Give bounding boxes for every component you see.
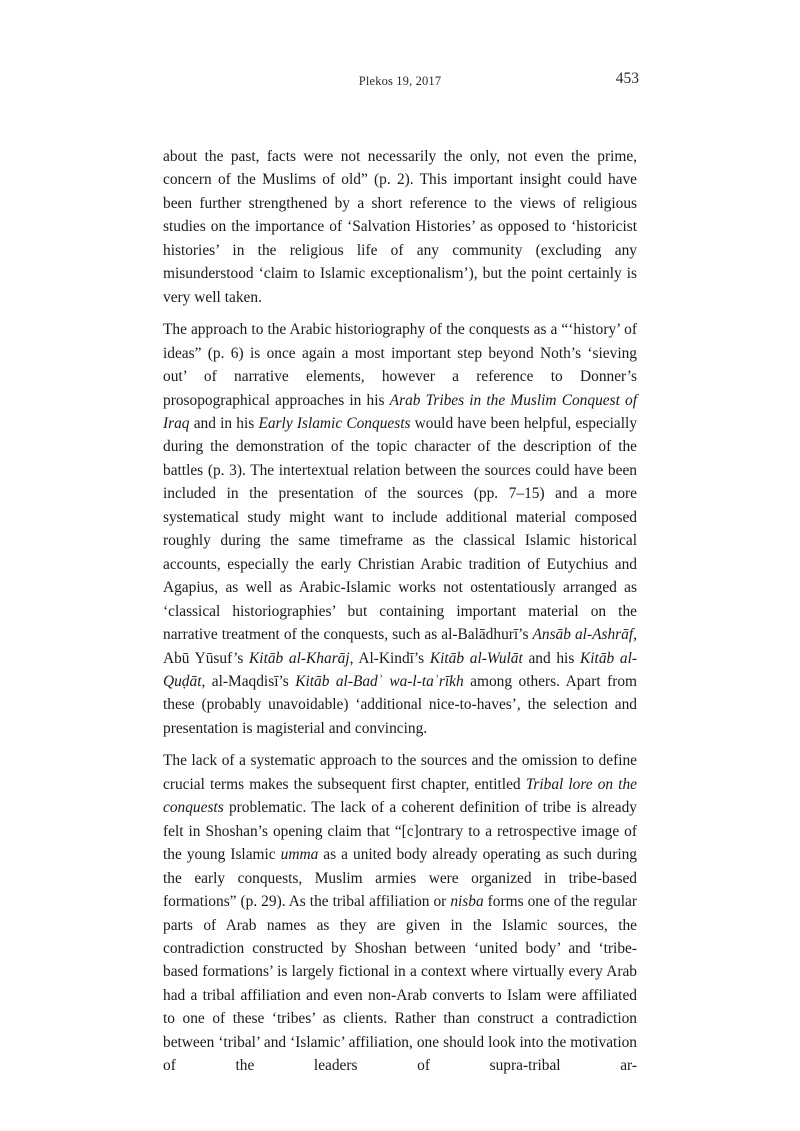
text-run: , Al-Kindī’s [349,649,430,667]
italic-title-run: Kitāb al-Kharāj [249,649,350,667]
italic-title-run: Kitāb al-Badʾ wa-l-taʾrīkh [295,672,464,690]
italic-title-run: nisba [450,893,484,911]
body-text-column [163,145,637,1101]
italic-title-run: Arab Tribes in the Muslim Conquest of Iraq [163,391,637,432]
paragraph [163,318,637,740]
italic-title-run: Early Islamic Conquests [258,414,411,432]
italic-title-run: Kitāb al-Quḍāt [163,649,637,690]
text-run: as a united body already operating as such during the early conquests, Muslim armies were organized in tribe-based formations” (p. 29). As the tribal affiliation or [163,846,637,911]
italic-title-run: Tribal lore on the conquests [163,775,637,817]
text-run: and his [522,649,580,667]
text-run: would have been helpful, especially during the demonstration of the topic character of the description of the battles (p. 3). The intertextual relation between the sources could have been included in the presentation of the sources (pp. 7–15) and a more systematical study might want to include additional material composed roughly during the same timeframe as the classical Islamic historical accounts, especially the early Christian Arabic tradition of Eutychius and Agapius, as well as Arabic-Islamic works not ostentatiously arranged as ‘classical historiographies’ but containing important material on the narrative treatment of the conquests, such as al-Balādhurī’s [163,414,638,644]
text-run: , Abū Yūsuf’s [163,626,637,667]
italic-title-run: Kitāb al-Wulāt [429,649,523,667]
paragraph [163,749,637,1101]
text-run: and in his [189,414,259,432]
italic-title-run: Ansāb al-Ashrāf [532,626,634,644]
text-run: problematic. The lack of a coherent definition of tribe is already felt in Shoshan’s opening claim that “[c]ontrary to a retrospective image of the young Islamic [163,799,637,864]
text-run: , al-Maqdisī’s [201,672,296,690]
text-run: forms one of the regular parts of Arab names as they are given in the Islamic sources, the contradiction constructed by Shoshan between ‘united body’ and ‘tribe-based formations’ is largely fictional in a context where virtually every Arab had a tribal affiliation and even non-Arab converts to Islam were affiliated to one of these ‘tribes’ as clients. Rather than construct a contradiction between ‘tribal’ and ‘Islamic’ affiliation, one should look into the motivation of the leaders of supra-tribal ar- [163,893,637,1075]
text-run: The approach to the Arabic historiography of the conquests as a “‘history’ of ideas” (p. 6) is once again a most important step beyond Noth’s ‘sieving out’ of narrative elements, however a reference to Donner’s prosopographical approaches in his [163,321,637,409]
text-run: The lack of a systematic approach to the sources and the omission to define crucial terms makes the subsequent first chapter, entitled [163,752,637,793]
text-run: among others. Apart from these (probably unavoidable) ‘additional nice-to-haves’, the selection and presentation is magisterial and convincing. [163,672,637,737]
paragraph [163,145,637,309]
journal-title: Plekos 19, 2017 [358,74,442,88]
text-run: about the past, facts were not necessarily the only, not even the prime, concern of the Muslims of old” (p. 2). This important insight could have been further strengthened by a short reference to the views of religious studies on the importance of ‘Salvation Histories’ as opposed to ‘historicist histories’ in the religious life of any community (excluding any misunderstood ‘claim to Islamic exceptionalism’), but the point certainly is very well taken. [163,148,637,306]
italic-title-run: umma [280,846,319,864]
running-head [163,70,637,96]
page-number: 453 [615,70,639,87]
